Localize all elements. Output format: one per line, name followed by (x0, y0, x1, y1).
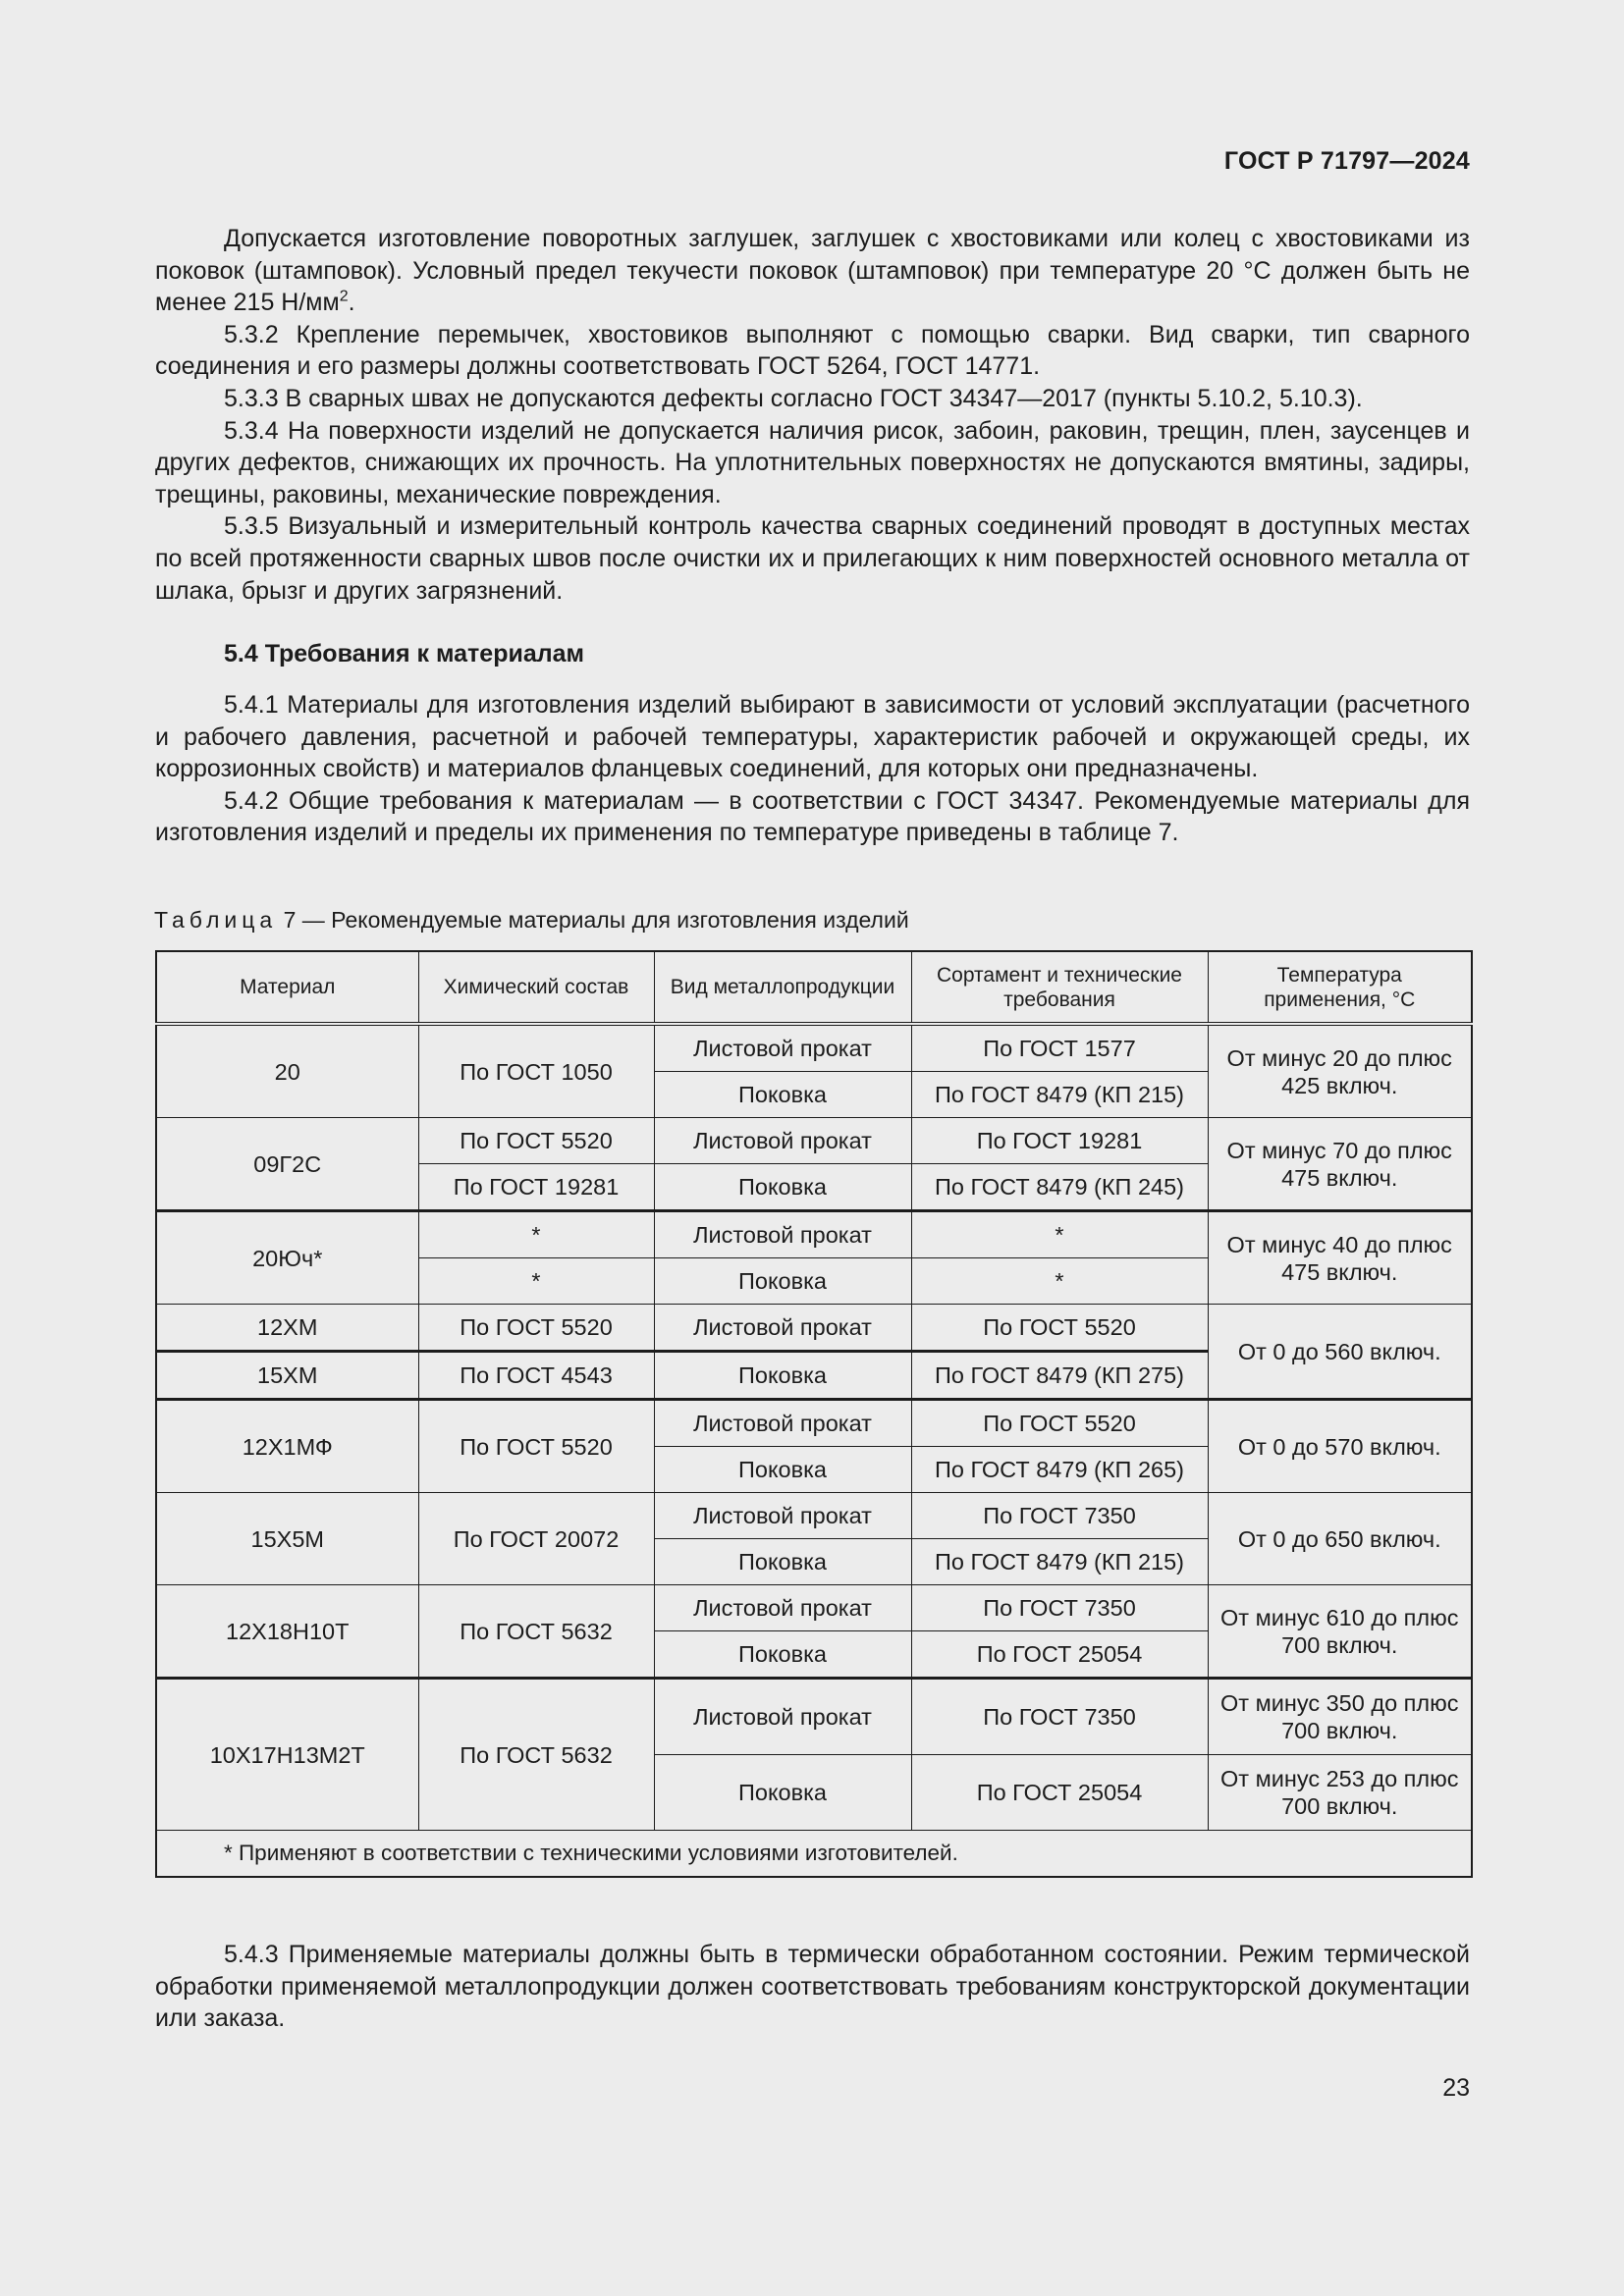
cell-product-type: Листовой прокат (654, 1305, 911, 1352)
table-row (156, 1493, 1472, 1539)
cell-temperature: От минус 20 до плюс 425 включ. (1208, 1024, 1472, 1118)
table-row (156, 1211, 1472, 1258)
cell-material: 12Х1МФ (156, 1400, 418, 1493)
cell-chemical: По ГОСТ 5520 (418, 1118, 654, 1164)
table-row (156, 1585, 1472, 1631)
paragraph-5-3-5: 5.3.5 Визуальный и измерительный контроль качества сварных соединений проводят в доступных местах по всей протяженности сварных швов после очистки их и прилегающих к ним поверхностей основного металла от шлака, брызг и других загрязнений. (155, 512, 1470, 605)
paragraph-5-4-1: 5.4.1 Материалы для изготовления изделий выбирают в зависимости от условий эксплуатации (расчетного и рабочего давления, расчетной и рабочей температуры, характеристик рабочей и окружающей среды, их коррозионных свойств) и материалов фланцевых соединений, для которых они предназначены. (155, 691, 1470, 783)
header-product-type: Вид металлопродукции (654, 951, 911, 1024)
document-code: ГОСТ Р 71797—2024 (1223, 147, 1470, 175)
cell-material: 12Х18Н10Т (156, 1585, 418, 1679)
cell-assortment: По ГОСТ 25054 (911, 1631, 1208, 1679)
cell-product-type: Листовой прокат (654, 1211, 911, 1258)
section-heading: 5.4 Требования к материалам (224, 640, 585, 667)
table-caption-word: Таблица (154, 907, 278, 933)
cell-chemical: По ГОСТ 1050 (418, 1024, 654, 1118)
cell-chemical: По ГОСТ 5632 (418, 1679, 654, 1831)
table-footnote: * Применяют в соответствии с техническими условиями изготовителей. (156, 1831, 1472, 1878)
paragraph-5-4-2: 5.4.2 Общие требования к материалам — в соответствии с ГОСТ 34347. Рекомендуемые материалы для изготовления изделий и пределы их применения по температуре приведены в таблице 7. (155, 786, 1470, 847)
cell-assortment: По ГОСТ 1577 (911, 1024, 1208, 1072)
cell-assortment: По ГОСТ 5520 (911, 1400, 1208, 1447)
cell-product-type: Листовой прокат (654, 1679, 911, 1755)
paragraph-5-3-3: 5.3.3 В сварных швах не допускаются дефекты согласно ГОСТ 34347—2017 (пункты 5.10.2, 5.10.3). (224, 384, 1363, 412)
cell-assortment: По ГОСТ 19281 (911, 1118, 1208, 1164)
header-material: Материал (156, 951, 418, 1024)
cell-product-type: Поковка (654, 1164, 911, 1211)
cell-assortment: По ГОСТ 7350 (911, 1493, 1208, 1539)
cell-material: 20Юч* (156, 1211, 418, 1305)
text-block-mid (155, 689, 1470, 849)
cell-assortment: По ГОСТ 8479 (КП 275) (911, 1352, 1208, 1400)
table-caption-text: 7 — Рекомендуемые материалы для изготовления изделий (277, 907, 909, 933)
text-block-bottom (155, 1939, 1470, 2035)
cell-chemical: По ГОСТ 20072 (418, 1493, 654, 1585)
cell-assortment: По ГОСТ 25054 (911, 1755, 1208, 1831)
cell-product-type: Листовой прокат (654, 1024, 911, 1072)
cell-assortment: По ГОСТ 8479 (КП 215) (911, 1072, 1208, 1118)
cell-chemical: По ГОСТ 5520 (418, 1400, 654, 1493)
table-row (156, 1679, 1472, 1755)
table-caption (154, 907, 909, 934)
text-block-top (155, 223, 1470, 607)
cell-assortment: По ГОСТ 7350 (911, 1585, 1208, 1631)
paragraph-5-4-3: 5.4.3 Применяемые материалы должны быть в термически обработанном состоянии. Режим термической обработки применяемой металлопродукции должен соответствовать требованиям конструкторской документации или заказа. (155, 1941, 1470, 2033)
cell-product-type: Листовой прокат (654, 1400, 911, 1447)
cell-assortment: По ГОСТ 8479 (КП 265) (911, 1447, 1208, 1493)
cell-temperature: От минус 253 до плюс 700 включ. (1208, 1755, 1472, 1831)
cell-temperature: От 0 до 650 включ. (1208, 1493, 1472, 1585)
cell-assortment: По ГОСТ 5520 (911, 1305, 1208, 1352)
cell-product-type: Поковка (654, 1447, 911, 1493)
header-chemical: Химический состав (418, 951, 654, 1024)
cell-product-type: Поковка (654, 1072, 911, 1118)
cell-chemical: * (418, 1211, 654, 1258)
cell-temperature: От минус 610 до плюс 700 включ. (1208, 1585, 1472, 1679)
cell-temperature: От минус 350 до плюс 700 включ. (1208, 1679, 1472, 1755)
cell-chemical: По ГОСТ 5632 (418, 1585, 654, 1679)
cell-assortment: По ГОСТ 8479 (КП 215) (911, 1539, 1208, 1585)
table-row (156, 1305, 1472, 1352)
cell-product-type: Листовой прокат (654, 1585, 911, 1631)
cell-product-type: Листовой прокат (654, 1118, 911, 1164)
cell-assortment: * (911, 1211, 1208, 1258)
paragraph-5-3-4: 5.3.4 На поверхности изделий не допускается наличия рисок, забоин, раковин, трещин, плен, заусенцев и других дефектов, снижающих их прочность. На уплотнительных поверхностях не допускаются вмятины, задиры, трещины, раковины, механические повреждения. (155, 416, 1470, 508)
cell-product-type: Поковка (654, 1352, 911, 1400)
cell-product-type: Поковка (654, 1631, 911, 1679)
cell-material: 15ХМ (156, 1352, 418, 1400)
cell-product-type: Поковка (654, 1258, 911, 1305)
header-assortment: Сортамент и технические требования (911, 951, 1208, 1024)
table-header-row (156, 951, 1472, 1024)
cell-chemical: По ГОСТ 5520 (418, 1305, 654, 1352)
cell-chemical: По ГОСТ 19281 (418, 1164, 654, 1211)
superscript: 2 (339, 288, 349, 305)
cell-temperature: От 0 до 560 включ. (1208, 1305, 1472, 1400)
cell-temperature: От минус 70 до плюс 475 включ. (1208, 1118, 1472, 1211)
cell-product-type: Поковка (654, 1539, 911, 1585)
table-footnote-row (156, 1831, 1472, 1878)
paragraph-forgings: Допускается изготовление поворотных заглушек, заглушек с хвостовиками или колец с хвостовиками из поковок (штамповок). Условный предел текучести поковок (штамповок) при температуре 20 °С должен быть не менее 215 $Н/мм^2$. (155, 225, 1470, 317)
cell-material: 15Х5М (156, 1493, 418, 1585)
cell-material: 10Х17Н13М2Т (156, 1679, 418, 1831)
materials-table (155, 950, 1473, 1878)
cell-product-type: Поковка (654, 1755, 911, 1831)
cell-assortment: По ГОСТ 7350 (911, 1679, 1208, 1755)
header-temperature: Температура применения, °С (1208, 951, 1472, 1024)
cell-temperature: От 0 до 570 включ. (1208, 1400, 1472, 1493)
cell-material: 12ХМ (156, 1305, 418, 1352)
cell-chemical: По ГОСТ 4543 (418, 1352, 654, 1400)
table-row (156, 1400, 1472, 1447)
cell-product-type: Листовой прокат (654, 1493, 911, 1539)
cell-assortment: * (911, 1258, 1208, 1305)
cell-chemical: * (418, 1258, 654, 1305)
page-number: 23 (1442, 2074, 1470, 2102)
table-row (156, 1024, 1472, 1072)
paragraph-5-3-2: 5.3.2 Крепление перемычек, хвостовиков выполняют с помощью сварки. Вид сварки, тип сварного соединения и его размеры должны соответствовать ГОСТ 5264, ГОСТ 14771. (155, 320, 1470, 381)
cell-material: 09Г2С (156, 1118, 418, 1211)
table-row (156, 1118, 1472, 1164)
cell-assortment: По ГОСТ 8479 (КП 245) (911, 1164, 1208, 1211)
cell-material: 20 (156, 1024, 418, 1118)
cell-temperature: От минус 40 до плюс 475 включ. (1208, 1211, 1472, 1305)
